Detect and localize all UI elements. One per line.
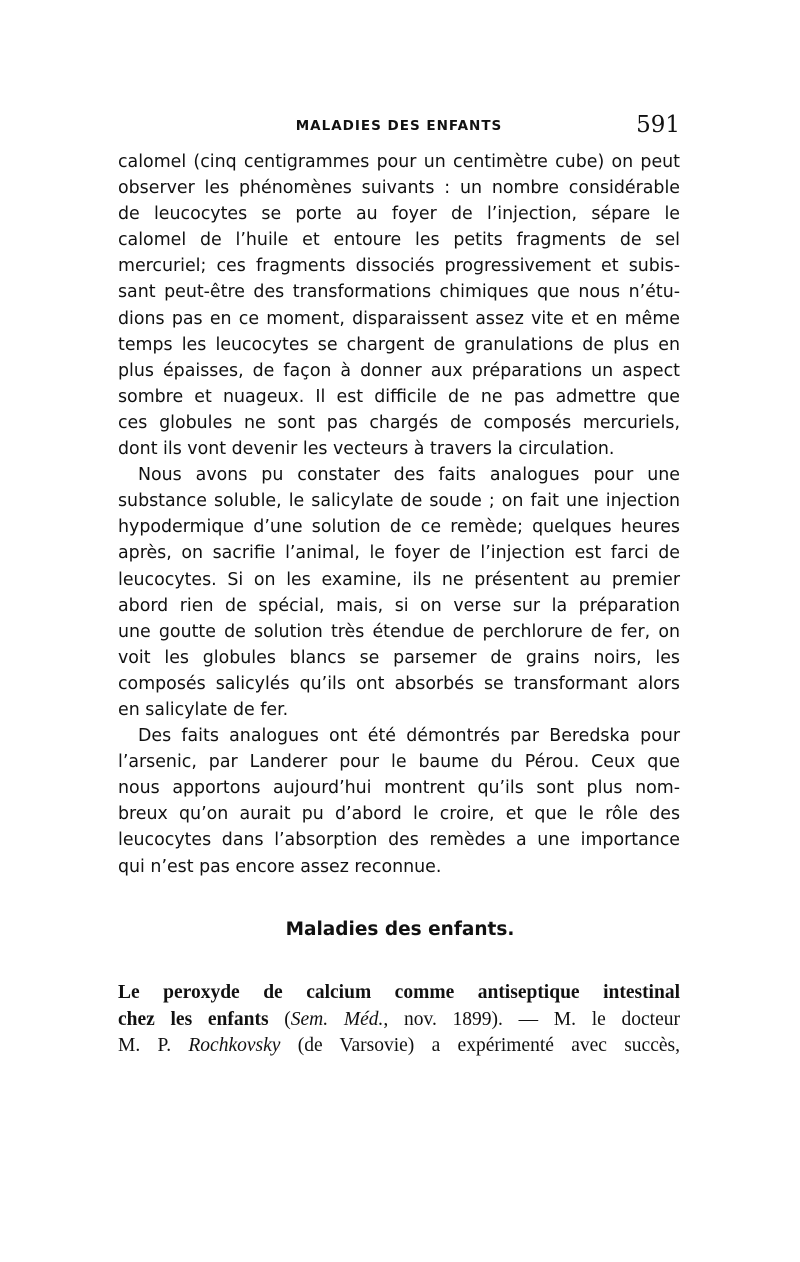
text-line: une goutte de solution très étendue de perchlorure de fer, on (118, 621, 680, 642)
text-line: leucocytes. Si on les examine, ils ne présentent au premier (118, 569, 680, 590)
text-line: substance soluble, le salicylate de soude ; on fait une injection (118, 491, 680, 512)
body-text (118, 149, 680, 880)
text-line: mercuriel; ces fragments dissociés progressivement et subis- (118, 256, 680, 277)
text-line: sant peut-être des transformations chimiques que nous n’étu- (118, 282, 680, 303)
source-open: ( (268, 1008, 291, 1030)
author-name: Rochkovsky (188, 1035, 281, 1056)
page-header (118, 112, 680, 152)
article-title-continued: chez les enfants (118, 1008, 269, 1030)
source-journal: Sem. Méd. (290, 1008, 384, 1030)
page-number: 591 (636, 112, 680, 138)
text-line: Nous avons pu constater des faits analogues pour une (138, 465, 680, 486)
text-line: dont ils vont devenir les vecteurs à travers la circulation. (118, 439, 615, 460)
text-line: breux qu’on aurait pu d’abord le croire, et que le rôle des (118, 804, 680, 825)
text-line: l’arsenic, par Landerer pour le baume du Pérou. Ceux que (118, 752, 680, 773)
text-line: de leucocytes se porte au foyer de l’injection, sépare le (118, 204, 680, 225)
article-title-line-2 (118, 1007, 680, 1034)
text-line: après, on sacrifie l’animal, le foyer de l’injection est farci de (118, 543, 680, 564)
text-line: hypodermique d’une solution de ce remède; quelques heures (118, 517, 680, 538)
article-text: (de Varsovie) a expérimenté avec succès, (280, 1035, 680, 1056)
paragraph-3 (118, 723, 680, 880)
text-line: nous apportons aujourd’hui montrent qu’ils sont plus nom- (118, 778, 680, 799)
paragraph-1 (118, 149, 680, 462)
article-intro (118, 980, 680, 1060)
text-line: qui n’est pas encore assez reconnue. (118, 856, 442, 877)
section-heading: Maladies des enfants. (285, 919, 515, 940)
article-line-3 (118, 1033, 680, 1060)
text-line: calomel (cinq centigrammes pour un centimètre cube) on peut (118, 152, 680, 172)
text-line: Des faits analogues ont été démontrés par Beredska pour (138, 726, 680, 747)
text-line: composés salicylés qu’ils ont absorbés se transformant alors (118, 673, 680, 694)
text-line: observer les phénomènes suivants : un nombre considérable (118, 178, 680, 199)
source-details: , nov. 1899). — M. le docteur (383, 1008, 680, 1030)
text-line: abord rien de spécial, mais, si on verse sur la préparation (118, 595, 680, 616)
text-line: temps les leucocytes se chargent de granulations de plus en (118, 334, 680, 355)
text-line: ces globules ne sont pas chargés de composés mercuriels, (118, 412, 680, 433)
text-line: en salicylate de fer. (118, 699, 289, 720)
author-prefix: M. P. (118, 1035, 189, 1056)
text-line: voit les globules blancs se parsemer de grains noirs, les (118, 647, 680, 668)
text-line: sombre et nuageux. Il est difficile de ne pas admettre que (118, 386, 680, 407)
running-title: MALADIES DES ENFANTS (295, 118, 503, 134)
text-line: plus épaisses, de façon à donner aux préparations un aspect (118, 360, 680, 381)
text-line: dions pas en ce moment, disparaissent assez vite et en même (118, 308, 680, 329)
article-title: Le peroxyde de calcium comme antiseptique intestinal (118, 982, 680, 1003)
paragraph-2 (118, 462, 680, 723)
text-line: calomel de l’huile et entoure les petits fragments de sel (118, 230, 680, 251)
text-line: leucocytes dans l’absorption des remèdes a une importance (118, 830, 680, 851)
